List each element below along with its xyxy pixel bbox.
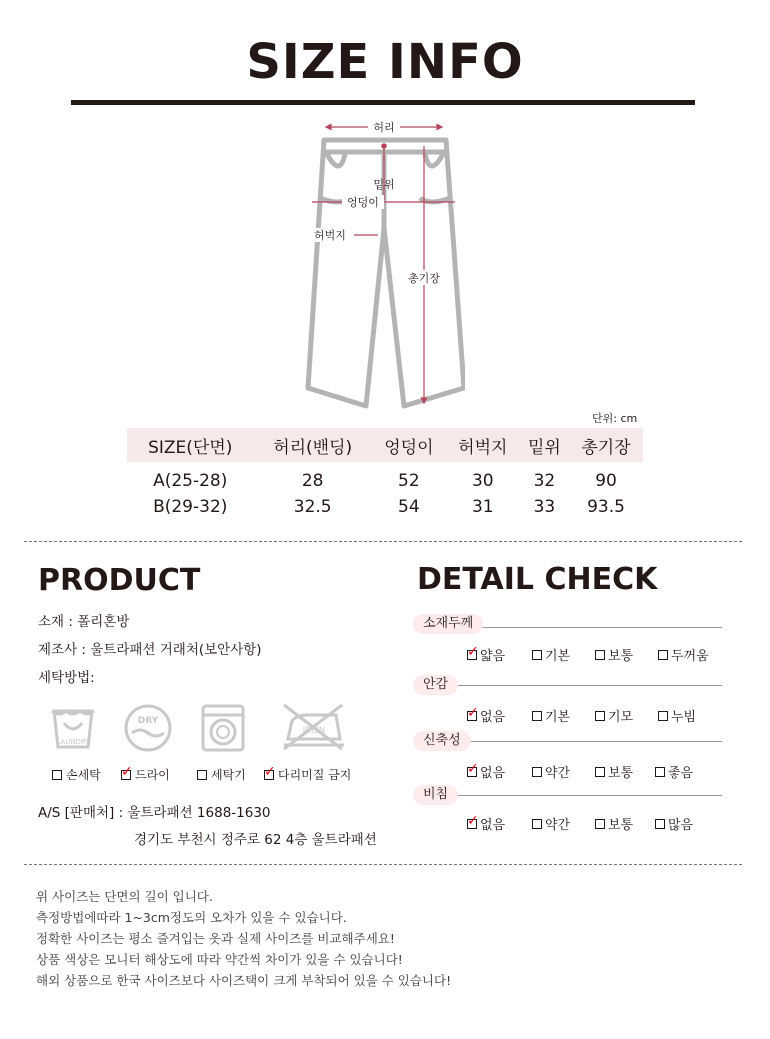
detail-divider — [418, 685, 722, 686]
option-label: 약간 — [545, 818, 571, 833]
care-option-dry — [121, 766, 170, 783]
table-cell: 90 — [595, 471, 617, 491]
checked-checkbox-icon — [467, 711, 477, 721]
notes-list — [36, 886, 451, 991]
manufacturer-text: 제조사 : 울트라패션 거래처(보안사항) — [38, 642, 262, 658]
option-label: 기본 — [545, 649, 571, 664]
laundry-icon — [48, 703, 98, 753]
checkbox-icon — [595, 711, 605, 721]
laundry-icon-text: LAUNDRY — [56, 738, 90, 746]
care-label: 손세탁 — [66, 768, 101, 782]
table-row — [127, 494, 643, 520]
detail-option — [658, 706, 696, 725]
header-cell: 밑위 — [520, 428, 569, 462]
hip-label: 엉덩이 — [347, 196, 379, 209]
washing-title: 세탁방법: — [38, 670, 95, 686]
table-cell: 93.5 — [587, 497, 625, 517]
detail-option — [467, 706, 505, 725]
header-cell: 총기장 — [569, 428, 643, 462]
checked-checkbox-icon — [467, 767, 477, 777]
stretch-label: 신축성 — [413, 731, 471, 751]
size-table-header — [127, 428, 643, 462]
care-label: 세탁기 — [211, 768, 246, 782]
detail-option — [655, 814, 693, 833]
checkbox-icon — [532, 767, 542, 777]
option-label: 좋음 — [668, 766, 694, 781]
note-line: 측정방법에따라 1~3cm정도의 오차가 있을 수 있습니다. — [36, 910, 347, 925]
rise-label: 밑위 — [373, 178, 395, 191]
address-text: 경기도 부천시 정주로 62 4층 울트라패션 — [134, 832, 377, 848]
option-label: 많음 — [668, 818, 694, 833]
section-divider — [24, 541, 742, 542]
table-cell: 28 — [301, 471, 324, 491]
note-line: 정확한 사이즈는 평소 즐겨입는 옷과 실제 사이즈를 비교해주세요! — [36, 931, 395, 946]
option-label: 보통 — [608, 766, 634, 781]
table-cell: 52 — [398, 471, 420, 491]
table-cell: 33 — [533, 497, 556, 517]
detail-option — [532, 645, 570, 664]
option-label: 기모 — [608, 710, 634, 725]
sheer-label: 비침 — [413, 785, 458, 805]
care-label: 드라이 — [135, 768, 170, 782]
waist-label: 허리 — [373, 121, 395, 134]
option-label: 보통 — [608, 818, 634, 833]
length-label: 총기장 — [408, 272, 440, 285]
lining-label: 안감 — [413, 675, 458, 695]
product-title: PRODUCT — [38, 563, 201, 598]
detail-option — [595, 814, 633, 833]
option-label: 보통 — [608, 649, 634, 664]
detail-option — [467, 762, 505, 781]
checkbox-icon — [595, 650, 605, 660]
table-cell: B(29-32) — [153, 497, 228, 517]
checkbox-icon — [595, 767, 605, 777]
header-cell: SIZE(단면) — [127, 428, 253, 462]
size-table — [127, 428, 643, 520]
checkbox-icon — [532, 650, 542, 660]
checkbox-icon — [658, 711, 668, 721]
care-option-no-iron — [264, 766, 351, 783]
option-label: 없음 — [480, 818, 506, 833]
detail-option — [467, 814, 505, 833]
care-label: 다리미질 금지 — [278, 768, 352, 782]
option-label: 없음 — [480, 710, 506, 725]
detail-option — [595, 762, 633, 781]
option-label: 두꺼움 — [671, 649, 709, 664]
checked-checkbox-icon — [467, 650, 477, 660]
no-iron-icon — [278, 701, 348, 753]
detail-option — [532, 762, 570, 781]
checked-checkbox-icon — [467, 819, 477, 829]
checkbox-icon — [595, 819, 605, 829]
no-iron-icon-text: IRON — [302, 726, 326, 736]
as-info: A/S [판매처] : 울트라패션 1688-1630 — [38, 805, 271, 821]
detail-check-title: DETAIL CHECK — [417, 562, 658, 597]
table-cell: 31 — [471, 497, 494, 517]
checkbox-icon — [658, 650, 668, 660]
option-label: 기본 — [545, 710, 571, 725]
washing-machine-icon — [198, 703, 248, 753]
option-label: 얇음 — [480, 649, 506, 664]
detail-option — [655, 762, 693, 781]
care-option-hand-wash — [52, 766, 101, 783]
checked-checkbox-icon — [264, 770, 274, 780]
dry-icon — [123, 703, 173, 753]
checkbox-icon — [197, 770, 207, 780]
dry-icon-text: DRY — [137, 716, 159, 726]
checkbox-icon — [532, 819, 542, 829]
unit-label: 단위: cm — [592, 412, 638, 425]
table-row — [127, 462, 643, 494]
checked-checkbox-icon — [121, 770, 131, 780]
table-cell: 30 — [471, 471, 494, 491]
checkbox-icon — [52, 770, 62, 780]
detail-option — [532, 814, 570, 833]
note-line: 상품 색상은 모니터 해상도에 따라 약간씩 차이가 있을 수 있습니다! — [36, 952, 403, 967]
care-option-washer — [197, 766, 246, 783]
detail-option — [595, 645, 633, 664]
checkbox-icon — [532, 711, 542, 721]
page-title: SIZE INFO — [246, 34, 524, 90]
note-line: 위 사이즈는 단면의 길이 입니다. — [36, 889, 213, 904]
pants-diagram — [300, 118, 465, 413]
table-cell: 54 — [398, 497, 420, 517]
thigh-label: 허벅지 — [314, 229, 346, 242]
checkbox-icon — [655, 819, 665, 829]
header-cell: 허벅지 — [446, 428, 520, 462]
detail-option — [595, 706, 633, 725]
option-label: 약간 — [545, 766, 571, 781]
detail-option — [532, 706, 570, 725]
option-label: 누빔 — [671, 710, 697, 725]
detail-divider — [418, 795, 722, 796]
table-cell: A(25-28) — [153, 471, 228, 491]
detail-option — [467, 645, 505, 664]
note-line: 해외 상품으로 한국 사이즈보다 사이즈택이 크게 부착되어 있을 수 있습니다! — [36, 973, 452, 988]
header-cell: 허리(밴딩) — [253, 428, 371, 462]
option-label: 없음 — [480, 766, 506, 781]
header-cell: 엉덩이 — [372, 428, 446, 462]
table-cell: 32 — [533, 471, 556, 491]
checkbox-icon — [655, 767, 665, 777]
title-divider — [71, 100, 695, 105]
material-text: 소재 : 폴리혼방 — [38, 614, 130, 630]
section-divider — [24, 864, 742, 865]
thickness-label: 소재두께 — [413, 614, 483, 634]
detail-option — [658, 645, 709, 664]
table-cell: 32.5 — [293, 497, 332, 517]
